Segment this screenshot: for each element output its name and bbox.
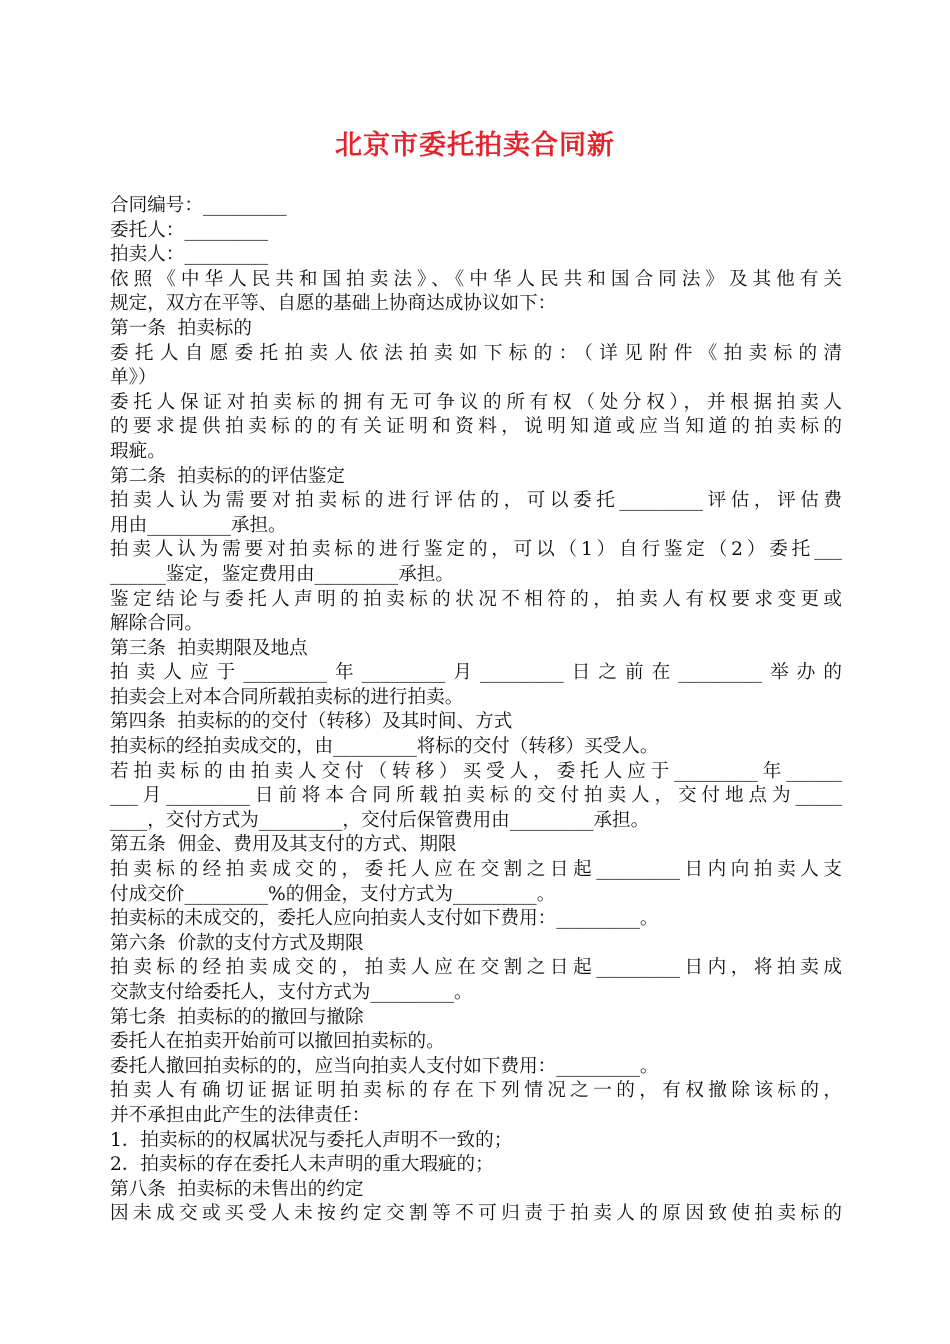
document-line: 若拍卖标的由拍卖人交付（转移）买受人，委托人应于_________年______ <box>110 760 842 782</box>
document-line: 交款支付给委托人，支付方式为_________。 <box>110 982 473 1003</box>
document-line: 委托人自愿委托拍卖人依法拍卖如下标的：（详见附件《拍卖标的清 <box>110 342 842 364</box>
document-line: 拍卖标的经拍卖成交的，由_________将标的交付（转移）买受人。 <box>110 736 659 758</box>
document-line: 解除合同。 <box>110 613 203 635</box>
document-line: 第四条 拍卖标的的交付（转移）及其时间、方式 <box>110 711 513 733</box>
document-line: 拍卖标的未成交的，委托人应向拍卖人支付如下费用：_________。 <box>110 908 659 930</box>
document-line: 1．拍卖标的的权属状况与委托人声明不一致的； <box>110 1129 513 1151</box>
document-line: 拍卖人认为需要对拍卖标的进行评估的，可以委托_________评估，评估费 <box>110 490 842 512</box>
document-line: 委托人保证对拍卖标的拥有无可争议的所有权（处分权），并根据拍卖人 <box>110 391 842 413</box>
document-body <box>110 194 842 1227</box>
document-line: ___月_________日前将本合同所载拍卖标的交付拍卖人，交付地点为_____ <box>110 785 842 807</box>
document-line: 的要求提供拍卖标的的有关证明和资料，说明知道或应当知道的拍卖标的 <box>110 416 842 438</box>
document-line: 拍卖人应于_________年_________月_________日之前在_________举办的 <box>110 662 842 684</box>
document-line: 2．拍卖标的存在委托人未声明的重大瑕疵的； <box>110 1154 494 1176</box>
document-line: 拍卖人认为需要对拍卖标的进行鉴定的，可以（1）自行鉴定（2）委托___ <box>110 539 842 561</box>
document-line: 瑕疵。 <box>110 440 166 462</box>
document-line: 单》） <box>110 367 157 389</box>
document-line: 依照《中华人民共和国拍卖法》、《中华人民共和国合同法》及其他有关 <box>110 268 842 290</box>
document-line: 第三条 拍卖期限及地点 <box>110 637 308 659</box>
document-line: 拍卖标的经拍卖成交的，拍卖人应在交割之日起_________日内，将拍卖成 <box>110 957 842 979</box>
document-line: 第五条 佣金、费用及其支付的方式、期限 <box>110 834 457 856</box>
document-line: 委托人在拍卖开始前可以撤回拍卖标的。 <box>110 1031 445 1053</box>
document-line: 合同编号：_________ <box>110 195 287 216</box>
document-line: 第六条 价款的支付方式及期限 <box>110 932 364 954</box>
document-line: 第七条 拍卖标的的撤回与撤除 <box>110 1006 364 1028</box>
document-line: 拍卖人：_________ <box>110 244 269 266</box>
document-title: 北京市委托拍卖合同新 <box>335 130 615 161</box>
document-line: ______鉴定，鉴定费用由_________承担。 <box>110 563 454 585</box>
document-line: 鉴定结论与委托人声明的拍卖标的状况不相符的，拍卖人有权要求变更或 <box>110 588 842 610</box>
document-line: 拍卖人有确切证据证明拍卖标的存在下列情况之一的，有权撤除该标的， <box>110 1080 842 1102</box>
document-line: 拍卖会上对本合同所载拍卖标的进行拍卖。 <box>110 686 464 708</box>
document-line: 第八条 拍卖标的未售出的约定 <box>110 1178 364 1200</box>
document-line: 第一条 拍卖标的 <box>110 317 252 339</box>
document-line: 付成交价_________%的佣金，支付方式为_________。 <box>110 883 556 905</box>
document-line: 因未成交或买受人未按约定交割等不可归责于拍卖人的原因致使拍卖标的 <box>110 1203 842 1225</box>
document-line: 第二条 拍卖标的的评估鉴定 <box>110 465 345 487</box>
document-line: 拍卖标的经拍卖成交的，委托人应在交割之日起_________日内向拍卖人支 <box>110 859 842 881</box>
document-line: 用由_________承担。 <box>110 514 287 536</box>
document-line: 委托人：_________ <box>110 219 269 241</box>
document-line: 委托人撤回拍卖标的的，应当向拍卖人支付如下费用：_________。 <box>110 1055 659 1077</box>
document-line: 并不承担由此产生的法律责任： <box>110 1104 371 1126</box>
document-line: ____，交付方式为_________，交付后保管费用由_________承担。 <box>110 809 650 831</box>
document-line: 规定，双方在平等、自愿的基础上协商达成协议如下： <box>110 293 557 315</box>
